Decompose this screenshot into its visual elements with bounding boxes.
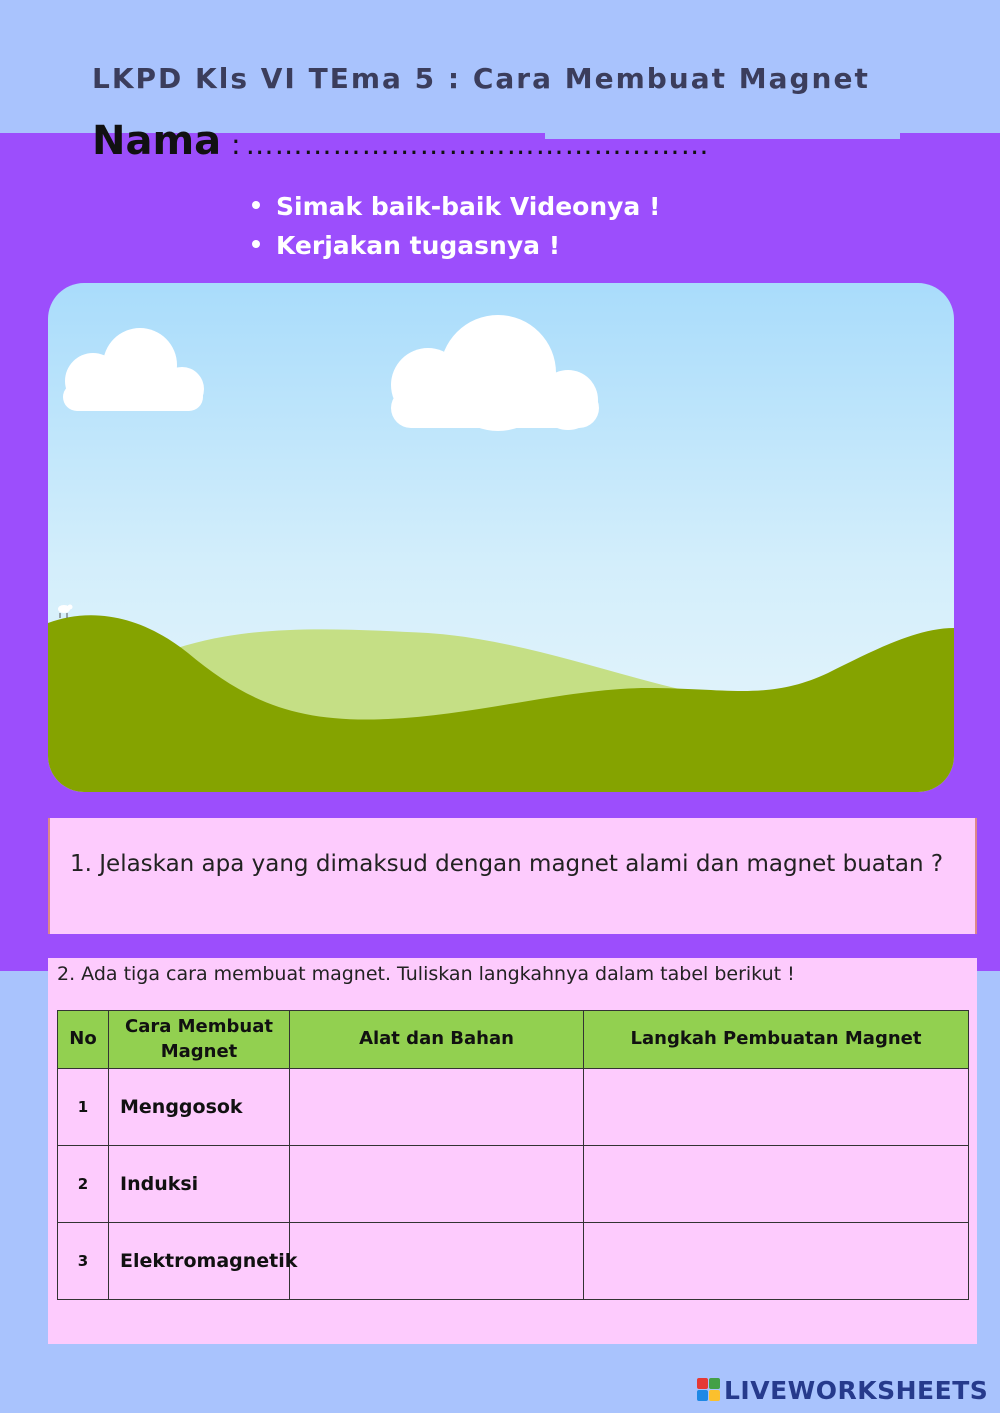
column-header-steps: Langkah Pembuatan Magnet	[584, 1011, 969, 1069]
table-header-row	[58, 1011, 969, 1069]
worksheet-title: LKPD Kls VI TEma 5 : Cara Membuat Magnet	[92, 62, 870, 95]
instruction-text: Simak baik-baik Videonya !	[276, 192, 661, 221]
question-2-text: 2. Ada tiga cara membuat magnet. Tuliskan langkahnya dalam tabel berikut !	[57, 963, 795, 985]
liveworksheets-logo-icon	[697, 1378, 721, 1402]
steps-answer-field[interactable]	[584, 1146, 969, 1223]
question-1-text: 1. Jelaskan apa yang dimaksud dengan magnet alami dan magnet buatan ?	[70, 851, 944, 877]
row-number: 2	[58, 1146, 109, 1223]
name-label: Nama	[92, 118, 222, 164]
tools-answer-field[interactable]	[290, 1223, 584, 1300]
instruction-item	[252, 231, 560, 260]
tools-answer-field[interactable]	[290, 1069, 584, 1146]
steps-answer-field[interactable]	[584, 1069, 969, 1146]
magnet-methods-table	[57, 1010, 969, 1300]
bullet-icon	[252, 240, 260, 248]
liveworksheets-logo-text: LIVEWORKSHEETS	[724, 1376, 989, 1405]
steps-answer-field[interactable]	[584, 1223, 969, 1300]
sheep-icon	[58, 605, 73, 619]
column-header-method: Cara Membuat Magnet	[109, 1011, 290, 1069]
table-row	[58, 1069, 969, 1146]
column-header-no: No	[58, 1011, 109, 1069]
bullet-icon	[252, 201, 260, 209]
cloud-left-icon	[63, 328, 204, 411]
instruction-item	[252, 192, 660, 221]
landscape-illustration	[48, 283, 954, 792]
cloud-center-icon	[391, 315, 599, 431]
instruction-text: Kerjakan tugasnya !	[276, 231, 561, 260]
name-input-line[interactable]: …………………………………………	[245, 128, 710, 161]
method-name: Elektromagnetik	[109, 1223, 290, 1300]
table-row	[58, 1223, 969, 1300]
row-number: 3	[58, 1223, 109, 1300]
method-name: Menggosok	[109, 1069, 290, 1146]
row-number: 1	[58, 1069, 109, 1146]
name-colon: :	[231, 128, 241, 161]
column-header-tools: Alat dan Bahan	[290, 1011, 584, 1069]
liveworksheets-logo[interactable]	[697, 1376, 988, 1405]
method-name: Induksi	[109, 1146, 290, 1223]
tools-answer-field[interactable]	[290, 1146, 584, 1223]
table-row	[58, 1146, 969, 1223]
name-row	[92, 118, 710, 164]
video-player[interactable]	[48, 283, 954, 792]
